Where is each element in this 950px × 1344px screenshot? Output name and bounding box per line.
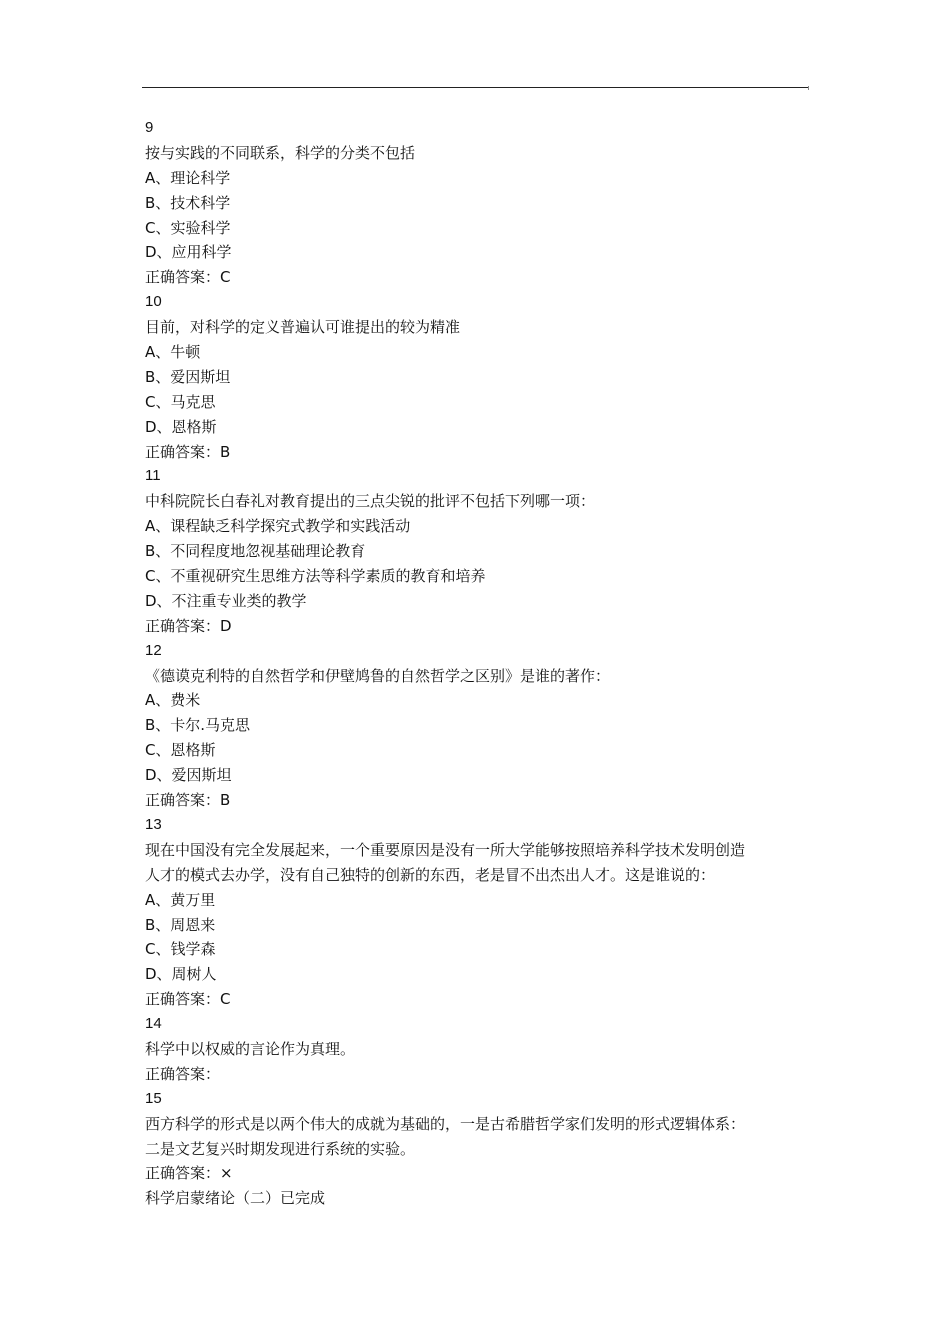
answer-option: C、钱学森: [145, 940, 216, 959]
answer-option: D、应用科学: [145, 243, 232, 262]
question-stem: 中科院院长白春礼对教育提出的三点尖锐的批评不包括下列哪一项：: [145, 492, 596, 511]
question-stem: 科学中以权威的言论作为真理。: [145, 1039, 356, 1058]
question-stem: 人才的模式去办学，没有自己独特的创新的东西，老是冒不出杰出人才。这是谁说的：: [145, 865, 716, 884]
question-block: [145, 290, 815, 464]
answer-option: B、爱因斯坦: [145, 367, 231, 386]
correct-answer: 正确答案：B: [145, 442, 231, 461]
answer-option: B、技术科学: [145, 193, 231, 212]
answer-option: B、不同程度地忽视基础理论教育: [145, 542, 366, 561]
correct-answer: 正确答案：D: [145, 616, 232, 635]
correct-answer: 正确答案：: [145, 1064, 221, 1083]
question-stem: 按与实践的不同联系，科学的分类不包括: [145, 143, 416, 162]
question-block: [145, 464, 815, 638]
question-stem: 二是文艺复兴时期发现进行系统的实验。: [145, 1139, 416, 1158]
answer-option: A、牛顿: [145, 343, 201, 362]
question-stem: 现在中国没有完全发展起来，一个重要原因是没有一所大学能够按照培养科学技术发明创造: [145, 840, 746, 859]
answer-option: D、恩格斯: [145, 417, 217, 436]
question-block: [145, 1087, 815, 1187]
answer-option: D、爱因斯坦: [145, 766, 232, 785]
answer-option: A、黄万里: [145, 890, 216, 909]
answer-option: C、恩格斯: [145, 741, 216, 760]
answer-option: A、费米: [145, 691, 201, 710]
question-number: 14: [145, 1015, 162, 1033]
answer-option: A、理论科学: [145, 168, 231, 187]
question-number: 9: [145, 119, 154, 136]
correct-answer: 正确答案：B: [145, 791, 231, 810]
correct-answer: 正确答案：C: [145, 268, 231, 287]
question-number: 13: [145, 815, 162, 833]
question-number: 15: [145, 1089, 162, 1107]
answer-option: D、不注重专业类的教学: [145, 591, 307, 610]
answer-option: B、卡尔.马克思: [145, 716, 251, 735]
answer-option: C、马克思: [145, 392, 216, 411]
question-list: [145, 116, 815, 1211]
answer-option: B、周恩来: [145, 915, 216, 934]
answer-option: A、课程缺乏科学探究式教学和实践活动: [145, 517, 411, 536]
header-rule-end-mark: [808, 86, 809, 90]
question-block: [145, 639, 815, 813]
answer-option: C、实验科学: [145, 218, 231, 237]
question-block: [145, 1012, 815, 1087]
correct-answer: 正确答案：C: [145, 990, 231, 1009]
question-number: 12: [145, 641, 162, 659]
answer-option: D、周树人: [145, 965, 217, 984]
question-block: [145, 813, 815, 1012]
answer-option: C、不重视研究生思维方法等科学素质的教育和培养: [145, 567, 486, 586]
question-stem: 目前，对科学的定义普遍认可谁提出的较为精准: [145, 318, 461, 337]
question-stem: 西方科学的形式是以两个伟大的成就为基础的，一是古希腊哲学家们发明的形式逻辑体系：: [145, 1114, 746, 1133]
question-number: 11: [145, 467, 161, 485]
section-completed-text: 科学启蒙绪论（二）已完成: [145, 1189, 326, 1208]
question-block: [145, 116, 815, 290]
correct-answer: 正确答案：×: [145, 1164, 233, 1183]
question-stem: 《德谟克利特的自然哲学和伊壁鸠鲁的自然哲学之区别》是谁的著作：: [145, 666, 611, 685]
question-number: 10: [145, 293, 162, 311]
header-rule: [142, 87, 809, 88]
